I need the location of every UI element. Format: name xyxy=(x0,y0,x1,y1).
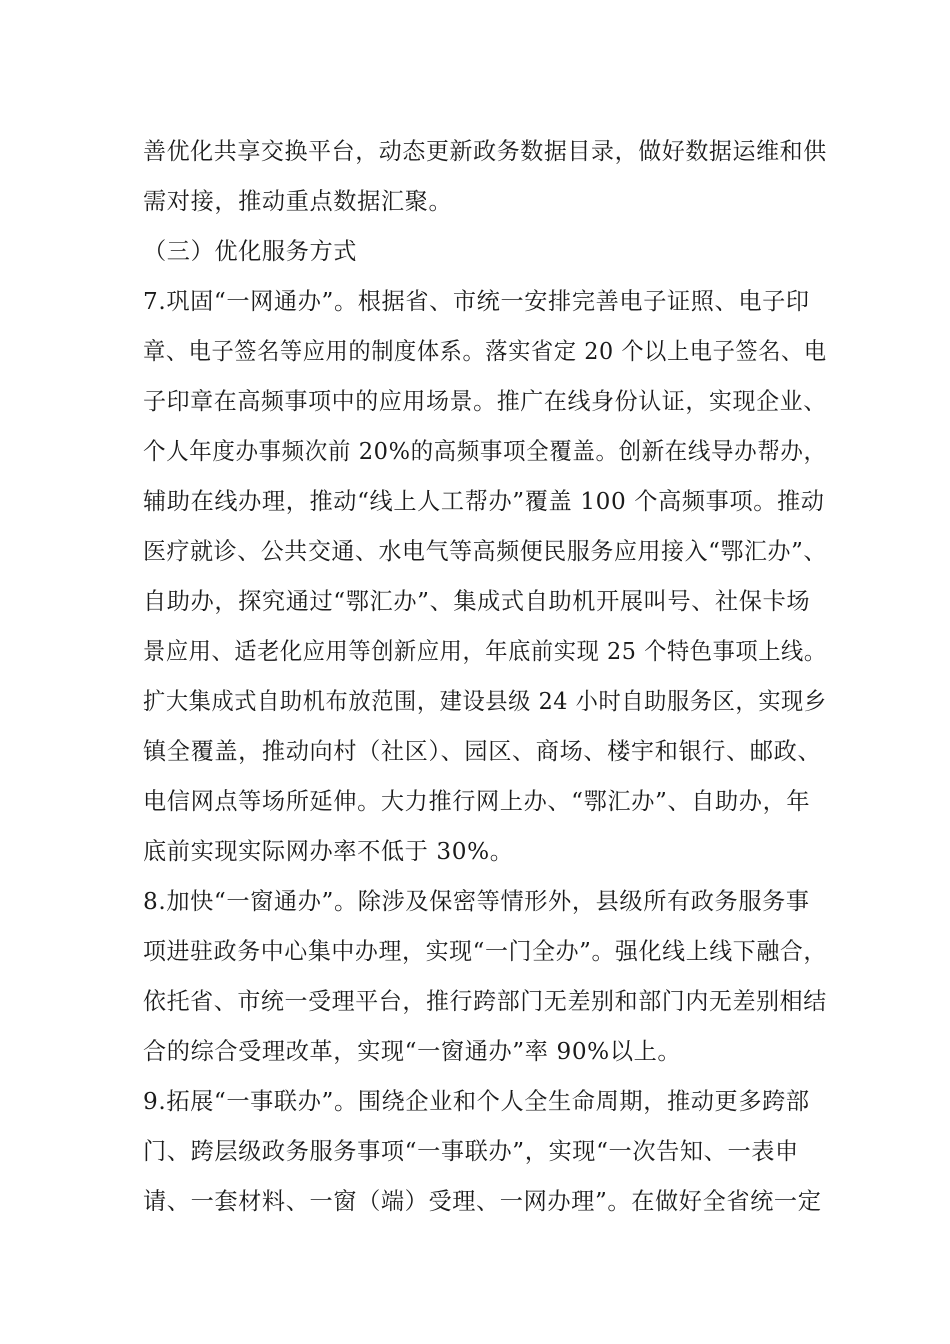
text-line-13: 镇全覆盖，推动向村（社区）、园区、商场、楼宇和银行、邮政、 xyxy=(143,738,822,765)
text-line-4: 7.巩固“一网通办”。根据省、市统一安排完善电子证照、电子印 xyxy=(143,288,810,315)
text-line-15: 底前实现实际网办率不低于 30%。 xyxy=(143,838,514,865)
text-line-22: 请、一套材料、一窗（端）受理、一网办理”。在做好全省统一定 xyxy=(143,1188,822,1215)
text-line-11: 景应用、适老化应用等创新应用，年底前实现 25 个特色事项上线。 xyxy=(143,638,827,665)
text-line-6: 子印章在高频事项中的应用场景。推广在线身份认证，实现企业、 xyxy=(143,388,827,415)
text-line-14: 电信网点等场所延伸。大力推行网上办、“鄂汇办”、自助办，年 xyxy=(143,788,811,815)
text-line-16: 8.加快“一窗通办”。除涉及保密等情形外，县级所有政务服务事 xyxy=(143,888,810,915)
text-line-18: 依托省、市统一受理平台，推行跨部门无差别和部门内无差别相结 xyxy=(143,988,827,1015)
text-line-12: 扩大集成式自助机布放范围，建设县级 24 小时自助服务区，实现乡 xyxy=(143,688,827,715)
text-line-2: 需对接，推动重点数据汇聚。 xyxy=(143,188,453,215)
text-line-5: 章、电子签名等应用的制度体系。落实省定 20 个以上电子签名、电 xyxy=(143,338,827,365)
text-line-21: 门、跨层级政务服务事项“一事联办”，实现“一次告知、一表申 xyxy=(143,1138,799,1165)
text-line-17: 项进驻政务中心集中办理，实现“一门全办”。强化线上线下融合， xyxy=(143,938,827,965)
text-line-10: 自助办，探究通过“鄂汇办”、集成式自助机开展叫号、社保卡场 xyxy=(143,588,811,615)
text-line-1: 善优化共享交换平台，动态更新政务数据目录，做好数据运维和供 xyxy=(143,138,827,165)
text-line-7: 个人年度办事频次前 20%的高频事项全覆盖。创新在线导办帮办， xyxy=(143,438,827,465)
text-line-20: 9.拓展“一事联办”。围绕企业和个人全生命周期，推动更多跨部 xyxy=(143,1088,810,1115)
text-line-8: 辅助在线办理，推动“线上人工帮办”覆盖 100 个高频事项。推动 xyxy=(143,488,825,515)
section-heading: （三）优化服务方式 xyxy=(143,238,358,265)
text-line-9: 医疗就诊、公共交通、水电气等高频便民服务应用接入“鄂汇办”、 xyxy=(143,538,827,565)
text-line-19: 合的综合受理改革，实现“一窗通办”率 90%以上。 xyxy=(143,1038,682,1065)
